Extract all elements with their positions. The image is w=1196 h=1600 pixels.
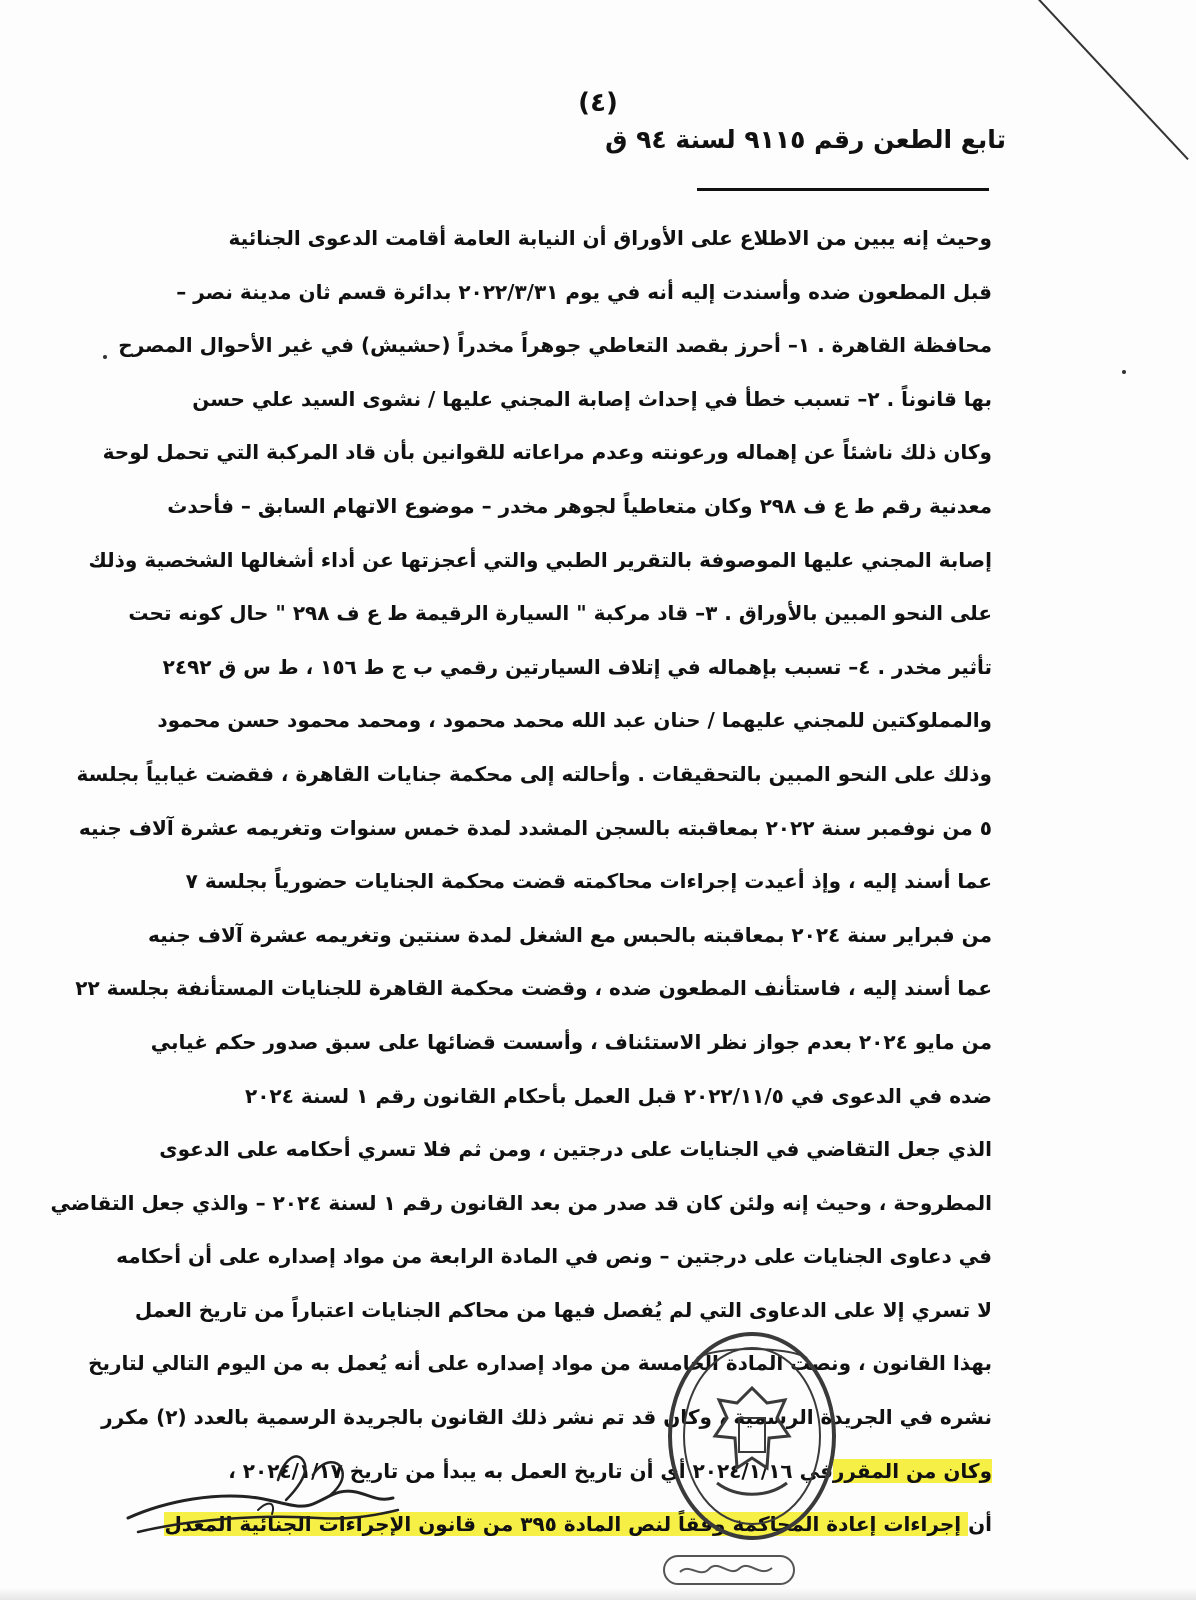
body-line: من مايو ٢٠٢٤ بعدم جواز نظر الاستئناف ، وأسست قضائها على سبق صدور حكم غيابي xyxy=(150,1029,992,1054)
body-line: لا تسري إلا على الدعاوى التي لم يُفصل فيها من محاكم الجنايات اعتباراً من تاريخ العمل xyxy=(134,1297,992,1322)
body-line: بها قانوناً . ٢– تسبب خطأ في إحداث إصابة المجني عليها / نشوى السيد علي حسن xyxy=(192,386,992,411)
body-line: والمملوكتين للمجني عليهما / حنان عبد الله محمد محمود ، ومحمد محمود حسن محمود xyxy=(157,708,992,733)
body-line: قبل المطعون ضده وأسندت إليه أنه في يوم ٢٠٢٢/٣/٣١ بدائرة قسم ثان مدينة نصر – xyxy=(176,279,992,304)
body-line: المطروحة ، وحيث إنه ولئن كان قد صدر من بعد القانون رقم ١ لسنة ٢٠٢٤ – والذي جعل التقاضي xyxy=(50,1190,992,1215)
highlighted-phrase: إجراءات إعادة المحاكمة وفقاً لنص المادة ٣٩٥ من قانون الإجراءات الجنائية المعدل xyxy=(164,1512,969,1537)
corner-scan-line xyxy=(1010,0,1189,160)
case-reference: تابع الطعن رقم ٩١١٥ لسنة ٩٤ ق xyxy=(605,125,1006,154)
margin-mark xyxy=(103,355,107,359)
body-line: نشره في الجريدة الرسمية ، وكان قد تم نشر ذلك القانون بالجريدة الرسمية بالعدد (٢) مكرر xyxy=(101,1405,992,1430)
body-line: الذي جعل التقاضي في الجنايات على درجتين ، ومن ثم فلا تسري أحكامه على الدعوى xyxy=(159,1137,992,1162)
body-line: وكان ذلك ناشئاً عن إهماله ورعونته وعدم مراعاته للقوانين بأن قاد المركبة التي تحمل لوحة xyxy=(102,440,992,465)
body-line: ضده في الدعوى في ٢٠٢٢/١١/٥ قبل العمل بأحكام القانون رقم ١ لسنة ٢٠٢٤ xyxy=(245,1083,992,1108)
body-line: تأثير مخدر . ٤– تسبب بإهماله في إتلاف السيارتين رقمي ب ج ط ١٥٦ ، ط س ق ٢٤٩٢ xyxy=(162,654,992,679)
document-body xyxy=(50,216,992,1556)
body-line: على النحو المبين بالأوراق . ٣– قاد مركبة " السيارة الرقيمة ط ع ف ٢٩٨ " حال كونه تحت xyxy=(128,601,992,626)
body-line: عما أسند إليه ، وإذ أعيدت إجراءات محاكمته قضت محكمة الجنايات حضورياً بجلسة ٧ xyxy=(185,869,992,894)
plain-phrase: أن xyxy=(968,1512,992,1537)
body-line: إصابة المجني عليها الموصوفة بالتقرير الطبي والتي أعجزتها عن أداء أشغالها الشخصية وذلك xyxy=(88,547,992,572)
margin-mark xyxy=(1122,370,1126,374)
page-number: (٤) xyxy=(578,88,618,118)
body-line: عما أسند إليه ، فاستأنف المطعون ضده ، وقضت محكمة القاهرة للجنايات المستأنفة بجلسة ٢٢ xyxy=(75,976,992,1001)
body-line: بهذا القانون ، ونصت المادة الخامسة من مواد إصداره على أنه يُعمل به من اليوم التالي لتاريخ xyxy=(88,1351,992,1376)
header-divider xyxy=(697,188,989,191)
body-line: معدنية رقم ط ع ف ٢٩٨ وكان متعاطياً لجوهر مخدر – موضوع الاتهام السابق – فأحدث xyxy=(167,493,992,518)
body-line: وحيث إنه يبين من الاطلاع على الأوراق أن النيابة العامة أقامت الدعوى الجنائية xyxy=(228,226,992,250)
body-line: وذلك على النحو المبين بالتحقيقات . وأحالته إلى محكمة جنايات القاهرة ، فقضت غيابياً بجلسة xyxy=(76,761,992,786)
scan-bottom-edge xyxy=(0,1588,1196,1600)
body-line: محافظة القاهرة . ١– أحرز بقصد التعاطي جوهراً مخدراً (حشيش) في غير الأحوال المصرح xyxy=(118,333,992,358)
handwritten-signature xyxy=(108,1440,408,1560)
highlighted-phrase: وكان من المقرر xyxy=(832,1458,992,1483)
body-line: في دعاوى الجنايات على درجتين – ونص في المادة الرابعة من مواد إصداره على أن أحكامه xyxy=(116,1244,992,1269)
body-line: من فبراير سنة ٢٠٢٤ بمعاقبته بالحبس مع الشغل لمدة سنتين وتغريمه عشرة آلاف جنيه xyxy=(147,922,992,947)
plain-phrase: في ٢٠٢٤/١/١٦ أي أن تاريخ العمل به يبدأ من تاريخ ٢٠٢٤/١/١٧ ، xyxy=(228,1458,833,1483)
registry-stamp xyxy=(660,1550,800,1590)
body-line: ٥ من نوفمبر سنة ٢٠٢٢ بمعاقبته بالسجن المشدد لمدة خمس سنوات وتغريمه عشرة آلاف جنيه xyxy=(78,815,992,840)
official-seal xyxy=(657,1318,847,1548)
